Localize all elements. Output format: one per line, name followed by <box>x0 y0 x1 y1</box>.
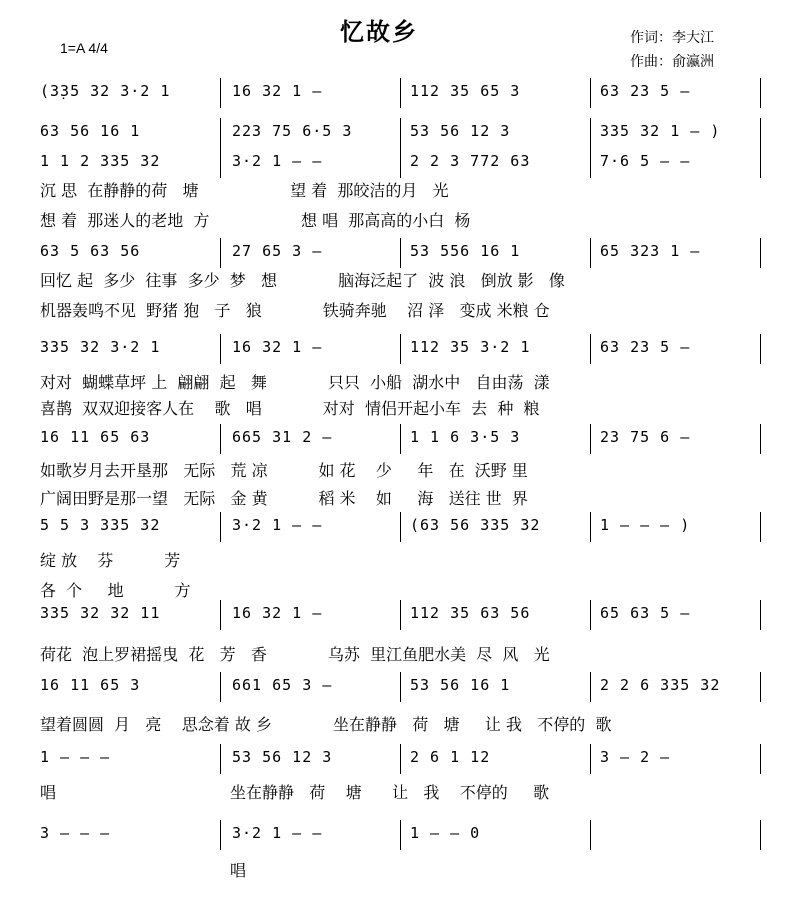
staff-row <box>0 600 800 630</box>
barline <box>590 118 591 148</box>
barline <box>760 148 761 178</box>
key-signature: 1=A 4/4 <box>60 40 108 56</box>
measure: 23 75 6 — <box>600 428 691 446</box>
staff-row <box>0 148 800 178</box>
measure: 53 56 12 3 <box>232 748 333 766</box>
measure: 3 — — — <box>40 824 111 842</box>
lyric-line: 广阔田野是那一望 无际 金 黄 稻 米 如 海 送往 世 界 <box>40 489 528 508</box>
measure: 223 75 6·5 3 <box>232 122 353 140</box>
barline <box>400 78 401 108</box>
measure: 65 323 1 — <box>600 242 701 260</box>
measure: 335 32 1 — ) <box>600 122 721 140</box>
lyric-line: 回忆 起 多少 往事 多少 梦 想 脑海泛起了 波 浪 倒放 影 像 <box>40 271 565 290</box>
lyric-line: 对对 蝴蝶草坪 上 翩翩 起 舞 只只 小船 湖水中 自由荡 漾 <box>40 373 550 392</box>
barline <box>590 334 591 364</box>
measure: 112 35 63 56 <box>410 604 531 622</box>
measure: 63 23 5 — <box>600 338 691 356</box>
measure: 63 23 5 — <box>600 82 691 100</box>
lyric-line: 如歌岁月去开垦那 无际 荒 凉 如 花 少 年 在 沃野 里 <box>40 461 528 480</box>
barline <box>590 672 591 702</box>
lyricist: 作词：李大江 <box>630 30 714 46</box>
lyric-line: 沉 思 在静静的荷 塘 望 着 那皎洁的月 光 <box>40 181 449 200</box>
measure: 53 556 16 1 <box>410 242 521 260</box>
barline <box>220 744 221 774</box>
lyric-line: 唱 <box>40 783 57 802</box>
measure: 1 — — — ) <box>600 516 691 534</box>
barline <box>590 820 591 850</box>
measure: 53 56 16 1 <box>410 676 511 694</box>
barline <box>400 334 401 364</box>
measure: 3 — 2 — <box>600 748 671 766</box>
measure: 1 1 6 3·5 3 <box>410 428 521 446</box>
staff-row <box>0 820 800 850</box>
barline <box>590 512 591 542</box>
composer: 作曲：俞瀛洲 <box>630 54 714 70</box>
measure: 53 56 12 3 <box>410 122 511 140</box>
measure: 63 56 16 1 <box>40 122 141 140</box>
barline <box>220 600 221 630</box>
measure: 16 32 1 — <box>232 82 323 100</box>
measure: 665 31 2 — <box>232 428 333 446</box>
measure: 3·2 1 — — <box>232 152 323 170</box>
lyric-line: 绽 放 芬 芳 <box>40 551 181 570</box>
measure: 2 6 1 12 <box>410 748 491 766</box>
barline <box>400 424 401 454</box>
barline <box>760 820 761 850</box>
barline <box>400 118 401 148</box>
barline <box>400 148 401 178</box>
measure: 16 32 1 — <box>232 604 323 622</box>
barline <box>400 238 401 268</box>
barline <box>760 238 761 268</box>
barline <box>590 238 591 268</box>
barline <box>760 672 761 702</box>
lyric-line: 机器轰鸣不见 野猪 狍 子 狼 铁骑奔驰 沼 泽 变成 米粮 仓 <box>40 301 550 320</box>
barline <box>590 148 591 178</box>
barline <box>220 148 221 178</box>
measure: 16 11 65 63 <box>40 428 151 446</box>
barline <box>220 334 221 364</box>
measure: 3·2 1 — — <box>232 516 323 534</box>
barline <box>400 512 401 542</box>
staff-row <box>0 744 800 774</box>
measure: 2 2 3 772 63 <box>410 152 531 170</box>
barline <box>760 600 761 630</box>
measure: 7·6 5 — — <box>600 152 691 170</box>
barline <box>760 424 761 454</box>
lyric-line: 望着圆圆 月 亮 思念着 故 乡 坐在静静 荷 塘 让 我 不停的 歌 <box>40 715 612 734</box>
staff-row <box>0 512 800 542</box>
measure: 1 — — 0 <box>410 824 481 842</box>
measure: 335 32 3·2 1 <box>40 338 161 356</box>
lyric-line: 想 着 那迷人的老地 方 想 唱 那高高的小白 杨 <box>40 211 471 230</box>
measure: 1 — — — <box>40 748 111 766</box>
measure: 2 2 6 335 32 <box>600 676 721 694</box>
barline <box>220 238 221 268</box>
staff-row <box>0 672 800 702</box>
measure: 5 5 3 335 32 <box>40 516 161 534</box>
barline <box>400 672 401 702</box>
barline <box>220 424 221 454</box>
barline <box>220 820 221 850</box>
barline <box>220 512 221 542</box>
credits <box>630 26 714 74</box>
staff-row <box>0 424 800 454</box>
barline <box>590 78 591 108</box>
staff-row <box>0 334 800 364</box>
measure: 16 32 1 — <box>232 338 323 356</box>
barline <box>220 78 221 108</box>
lyric-line: 坐在静静 荷 塘 让 我 不停的 歌 <box>230 783 550 802</box>
lyric-line: 唱 <box>230 861 247 880</box>
staff-row <box>0 118 800 148</box>
measure: (63 56 335 32 <box>410 516 541 534</box>
barline <box>760 334 761 364</box>
barline <box>220 118 221 148</box>
measure: 335 32 32 11 <box>40 604 161 622</box>
measure: 63 5 63 56 <box>40 242 141 260</box>
lyric-line: 荷花 泡上罗裙摇曳 花 芳 香 乌苏 里江鱼肥水美 尽 风 光 <box>40 645 550 664</box>
barline <box>590 424 591 454</box>
measure: 112 35 65 3 <box>410 82 521 100</box>
barline <box>760 512 761 542</box>
measure: 112 35 3·2 1 <box>410 338 531 356</box>
measure: 27 65 3 — <box>232 242 323 260</box>
measure: 65 63 5 — <box>600 604 691 622</box>
measure: (3̣35 32 3·2 1 <box>40 82 171 100</box>
measure: 661 65 3 — <box>232 676 333 694</box>
barline <box>400 600 401 630</box>
lyric-line: 喜鹊 双双迎接客人在 歌 唱 对对 情侣开起小车 去 种 粮 <box>40 399 540 418</box>
barline <box>760 78 761 108</box>
barline <box>760 744 761 774</box>
barline <box>590 744 591 774</box>
measure: 1 1 2 335 32 <box>40 152 161 170</box>
barline <box>220 672 221 702</box>
staff-row <box>0 78 800 108</box>
barline <box>400 744 401 774</box>
barline <box>400 820 401 850</box>
staff-row <box>0 238 800 268</box>
page-title: 忆故乡 <box>340 18 418 46</box>
barline <box>760 118 761 148</box>
lyric-line: 各 个 地 方 <box>40 581 191 600</box>
measure: 3·2 1 — — <box>232 824 323 842</box>
measure: 16 11 65 3 <box>40 676 141 694</box>
barline <box>590 600 591 630</box>
